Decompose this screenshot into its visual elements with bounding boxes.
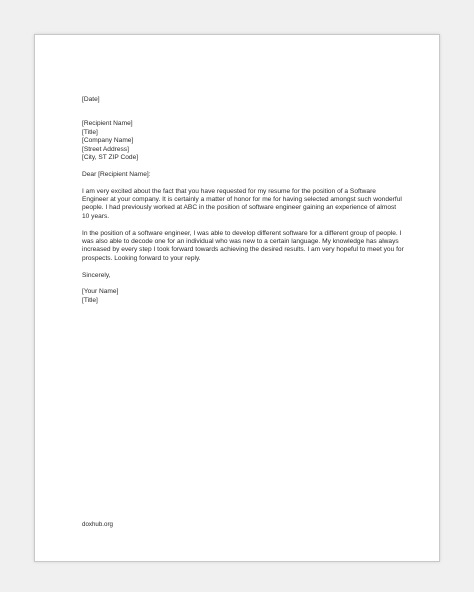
recipient-title: [Title] [82,128,98,136]
recipient-street: [Street Address] [82,145,129,153]
footer-source: doxhub.org [82,521,113,528]
letter-page [34,34,440,562]
body-paragraph-1: I am very excited about the fact that you have requested for my resume for the position of a Software Engineer at your company. It is certainly a matter of honor for me for having selected amongst such wonderful people. I had previously worked at ABC in the position of software engineer gaining an experience of almost 10 years. [82,187,402,220]
body-paragraph-2: In the position of a software engineer, I was able to develop different software for a different group of people. I was also able to decode one for an individual who was new to a certain language. My knowledge has always increased by every step I took forward towards achieving the desired results. I am very hopeful to meet you for prospects. Looking forward to your reply. [82,229,404,262]
signature-name: [Your Name] [82,288,119,296]
signature-title: [Title] [82,296,98,304]
recipient-company: [Company Name] [82,137,134,145]
letter-body [82,96,404,305]
closing: Sincerely, [82,271,111,279]
date-line: [Date] [82,96,100,103]
recipient-block [82,120,404,162]
recipient-name: [Recipient Name] [82,120,133,128]
recipient-city: [City, ST ZIP Code] [82,154,139,162]
salutation: Dear [Recipient Name]: [82,170,151,178]
signature-block [82,288,404,305]
